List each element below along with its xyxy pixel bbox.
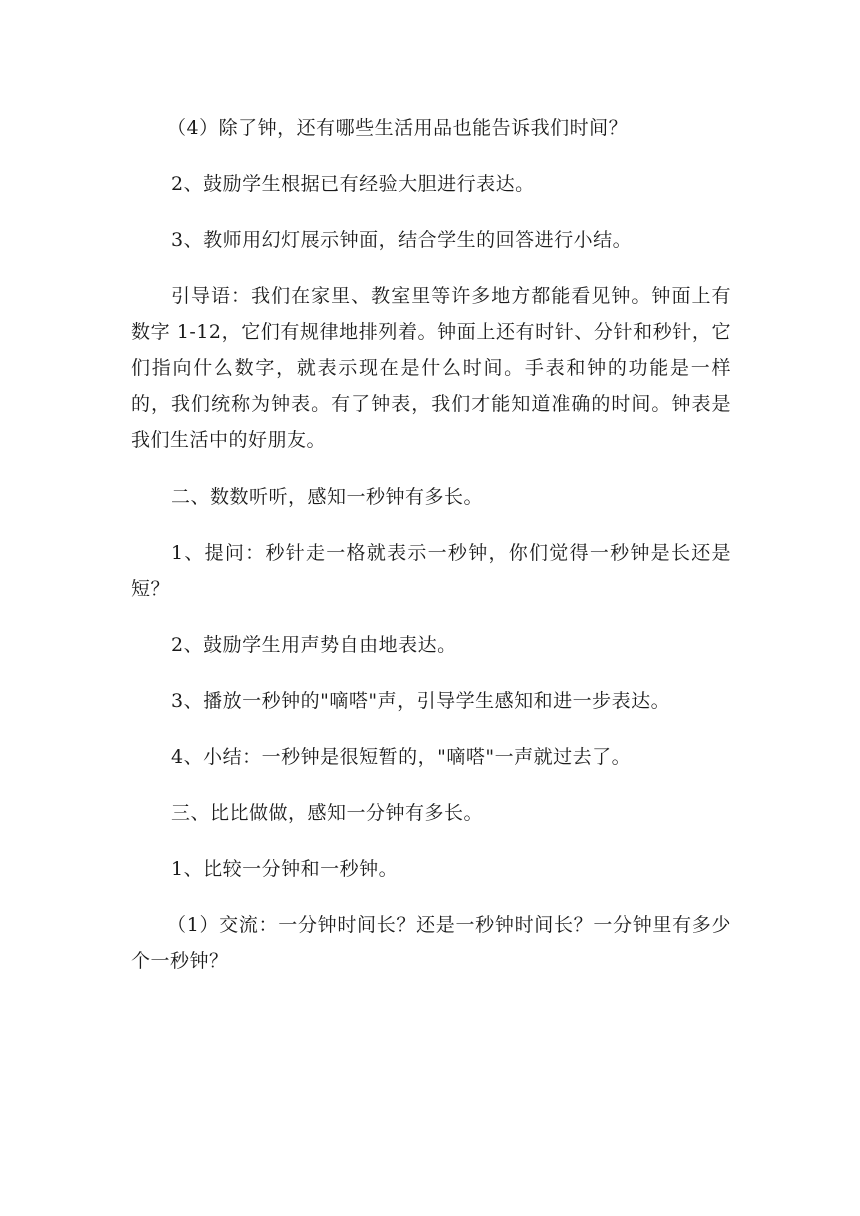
paragraph-step-3: 3、教师用幻灯展示钟面，结合学生的回答进行小结。 xyxy=(171,229,633,251)
paragraph-section3-step-1: 1、比较一分钟和一秒钟。 xyxy=(171,858,399,880)
paragraph-section2-step-4: 4、小结：一秒钟是很短暂的，"嘀嗒"一声就过去了。 xyxy=(171,746,632,768)
section-heading-2: 二、数数听听，感知一秒钟有多长。 xyxy=(171,486,484,508)
paragraph-step-2: 2、鼓励学生根据已有经验大胆进行表达。 xyxy=(171,173,535,195)
paragraph-section2-step-3: 3、播放一秒钟的"嘀嗒"声，引导学生感知和进一步表达。 xyxy=(171,690,671,712)
paragraph-section2-step-1: 1、提问：秒针走一格就表示一秒钟，你们觉得一秒钟是长还是短？ xyxy=(131,542,731,600)
paragraph-section2-step-2: 2、鼓励学生用声势自由地表达。 xyxy=(171,634,457,656)
paragraph-intro-speech: 引导语：我们在家里、教室里等许多地方都能看见钟。钟面上有数字 1-12，它们有规律地排列着。钟面上还有时针、分针和秒针，它们指向什么数字，就表示现在是什么时间。手表和钟的功能是一样的，我们统称为钟表。有了钟表，我们才能知道准确的时间。钟表是我们生活中的好朋友。 xyxy=(131,285,731,451)
paragraph-section3-exchange-1: （1）交流：一分钟时间长？还是一秒钟时间长？一分钟里有多少个一秒钟？ xyxy=(131,914,731,972)
paragraph-question-4: （4）除了钟，还有哪些生活用品也能告诉我们时间？ xyxy=(167,117,629,139)
document-body xyxy=(131,110,731,999)
section-heading-3: 三、比比做做，感知一分钟有多长。 xyxy=(171,802,484,824)
